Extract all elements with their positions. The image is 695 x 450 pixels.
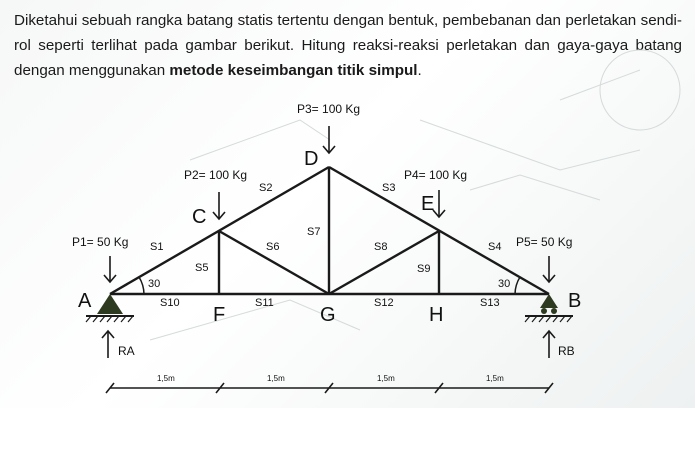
arrow-p1 xyxy=(104,256,116,282)
angle-label-right: 30 xyxy=(498,278,511,290)
problem-method-bold: metode keseimbangan titik simpul xyxy=(169,62,418,79)
node-label-e: E xyxy=(421,193,435,215)
span-label-1: 1,5m xyxy=(157,374,175,383)
node-label-f: F xyxy=(213,304,226,326)
angle-arc-right xyxy=(515,277,520,294)
arrow-p3 xyxy=(323,126,335,153)
support-a-hinge xyxy=(86,294,134,322)
span-label-4: 1,5m xyxy=(486,374,504,383)
member-label-s12: S12 xyxy=(374,297,394,309)
arrow-p4 xyxy=(433,190,445,217)
arrow-rb xyxy=(543,331,555,358)
member-label-s7: S7 xyxy=(307,226,321,238)
member-label-s13: S13 xyxy=(480,297,500,309)
load-label-p4: P4= 100 Kg xyxy=(404,168,468,182)
load-label-p5: P5= 50 Kg xyxy=(516,235,573,249)
span-label-3: 1,5m xyxy=(377,374,395,383)
load-label-p2: P2= 100 Kg xyxy=(184,168,248,182)
reaction-label-ra: RA xyxy=(118,344,135,358)
problem-period: . xyxy=(417,62,422,79)
arrow-p5 xyxy=(543,256,555,282)
member-label-s3: S3 xyxy=(382,182,396,194)
span-label-2: 1,5m xyxy=(267,374,285,383)
member-label-s9: S9 xyxy=(417,263,431,275)
member-label-s10: S10 xyxy=(160,297,180,309)
node-label-h: H xyxy=(429,304,444,326)
support-b-roller xyxy=(525,294,573,322)
member-label-s8: S8 xyxy=(374,241,388,253)
load-label-p3: P3= 100 Kg xyxy=(297,102,361,116)
dimension-line xyxy=(106,383,553,393)
node-label-a: A xyxy=(78,290,92,312)
arrow-p2 xyxy=(213,192,225,219)
member-label-s6: S6 xyxy=(266,241,280,253)
node-label-d: D xyxy=(304,148,319,170)
angle-label-left: 30 xyxy=(148,278,161,290)
member-label-s11: S11 xyxy=(255,297,274,309)
arrow-ra xyxy=(102,331,114,358)
member-label-s5: S5 xyxy=(195,262,209,274)
angle-arc-left xyxy=(139,277,144,294)
member-label-s2: S2 xyxy=(259,182,273,194)
problem-text: Diketahui sebuah rangka batang statis tertentu dengan bentuk, pembebanan dan perletakan sendi-rol seperti terlihat pada gambar berikut. Hitung reaksi-reaksi perletakan dan gaya-gaya batang dengan menggunakan xyxy=(14,12,682,79)
member-label-s4: S4 xyxy=(488,241,502,253)
node-label-c: C xyxy=(192,206,207,228)
node-label-b: B xyxy=(568,290,582,312)
load-label-p1: P1= 50 Kg xyxy=(72,235,129,249)
node-label-g: G xyxy=(320,304,336,326)
background-drawing xyxy=(150,50,680,340)
reaction-arrows xyxy=(102,331,555,358)
reaction-label-rb: RB xyxy=(558,344,575,358)
member-label-s1: S1 xyxy=(150,241,164,253)
